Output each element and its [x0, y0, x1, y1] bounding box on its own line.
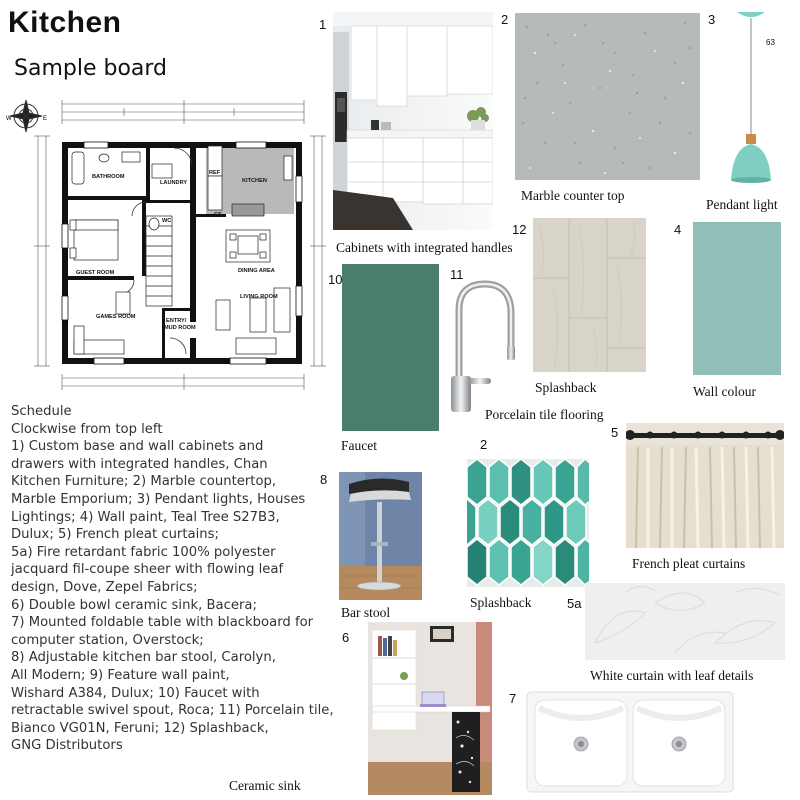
room-living: LIVING ROOM: [240, 294, 278, 300]
room-kitchen: KITCHEN: [242, 178, 267, 184]
caption-feature-wall: Faucet: [341, 438, 377, 453]
room-laundry: LAUNDRY: [160, 180, 188, 186]
caption-marble: Marble counter top: [521, 188, 625, 203]
curtain-image: [626, 423, 784, 548]
schedule-text: Schedule Clockwise from top left 1) Custom base and wall cabinets and drawers with integrated handles, Chan Kitchen Furniture; 2) Marble countertop, Marble Emporium; 3) Pendant lights, Houses Lightings; 4) Wall paint, Teal Tree S27B3, Dulux; 5) French pleat curtains; 5a) Fire retardant fabric 100% polyester jacquard fil-coupe sheer with flowing leaf design, Dove, Zepel Fabrics; 6) Double bowl ceramic sink, Bacera; 7) Mounted foldable table with blackboard for computer station, Overstock; 8) Adjustable kitchen bar stool, Carolyn, All Modern; 9) Feature wall paint, Wishard A384, Dulux; 10) Faucet with retractable swivel spout, Roca; 11) Porcelain tile, Bianco VG01N, Feruni; 12) Splashback, GNG Distributors: [11, 404, 334, 754]
room-guest: GUEST ROOM: [76, 270, 115, 276]
room-wc: WC: [162, 218, 172, 224]
caption-leaf-curtain: White curtain with leaf details: [590, 668, 754, 683]
caption-faucet: Porcelain tile flooring: [485, 407, 604, 422]
porcelain-tile-image: [533, 218, 646, 372]
item-number-5: 5: [611, 425, 619, 440]
leaf-curtain-image: [585, 583, 785, 660]
foldable-table-image: [368, 622, 492, 795]
item-number-12: 2: [480, 437, 488, 452]
item-number-8: 8: [320, 472, 328, 487]
ceramic-sink-image: [525, 688, 735, 796]
compass-west: W: [6, 116, 12, 122]
room-entry: ENTRY/: [166, 318, 187, 324]
caption-curtains: French pleat curtains: [632, 556, 746, 571]
item-number-10: 11: [450, 267, 464, 282]
item-number-6: 7: [509, 691, 517, 706]
board-subtitle: Sample board: [14, 56, 168, 81]
item-number-1: 1: [319, 17, 327, 32]
room-mud: MUD ROOM: [164, 325, 196, 331]
item-number-7: 6: [342, 630, 350, 645]
caption-splashback: Splashback: [470, 595, 532, 610]
room-bathroom: BATHROOM: [92, 174, 125, 180]
room-cs: CS: [214, 212, 222, 218]
item-number-3: 3: [708, 12, 716, 27]
cabinets-image: [333, 12, 493, 230]
item-number-5a: 5a: [567, 596, 582, 611]
room-dining: DINING AREA: [238, 268, 275, 274]
caption-bar-stool: Bar stool: [341, 605, 391, 620]
floor-plan: [4, 96, 334, 396]
caption-pendant: Pendant light: [706, 197, 778, 212]
compass-east: E: [43, 116, 48, 122]
room-games: GAMES ROOM: [96, 314, 136, 320]
compass-icon: [10, 100, 42, 132]
pendant-tag: 63: [766, 38, 775, 47]
splashback-image: [467, 459, 589, 587]
item-number-2: 2: [501, 12, 509, 27]
item-number-9: 10: [328, 272, 343, 287]
item-number-11: 12: [512, 222, 527, 237]
wall-colour-swatch: [693, 222, 781, 375]
caption-cabinets: Cabinets with integrated handles: [336, 240, 513, 255]
board-title: Kitchen: [8, 6, 122, 39]
faucet-image: [443, 280, 519, 414]
item-number-4: 4: [674, 222, 682, 237]
caption-foldable-table: Ceramic sink: [229, 778, 301, 793]
caption-wall-colour: Wall colour: [693, 384, 757, 399]
room-ref: REF: [209, 170, 221, 176]
marble-swatch: [515, 13, 700, 180]
caption-tile: Splashback: [535, 380, 597, 395]
bar-stool-image: [339, 472, 422, 600]
feature-wall-swatch: [342, 264, 439, 431]
